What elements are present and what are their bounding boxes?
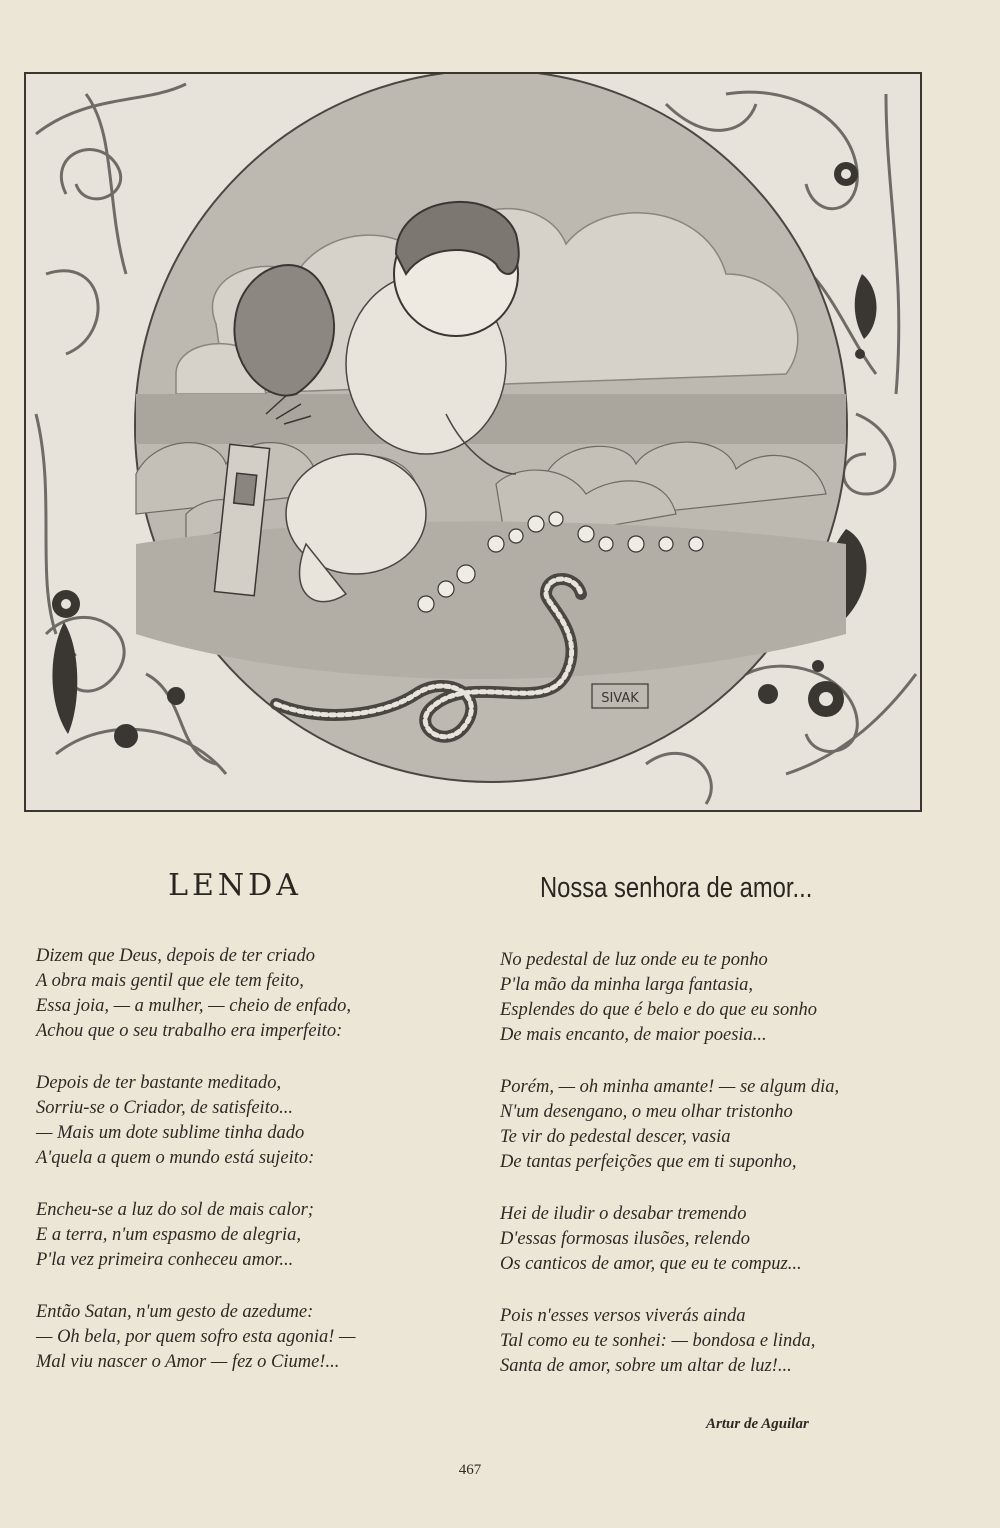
poem-line: Santa de amor, sobre um altar de luz!...: [500, 1356, 792, 1376]
poem-line: Tal como eu te sonhei: — bondosa e linda,: [500, 1331, 816, 1351]
poem-line: Sorriu-se o Criador, de satisfeito...: [36, 1098, 293, 1118]
poem-right-title: Nossa senhora de amor...: [540, 872, 813, 904]
stanza: [36, 1300, 436, 1375]
poem-line: Então Satan, n'um gesto de azedume:: [36, 1302, 314, 1322]
poem-line: Achou que o seu trabalho era imperfeito:: [36, 1021, 343, 1041]
poem-line: Mal viu nascer o Amor — fez o Ciume!...: [36, 1352, 340, 1372]
stanza: [500, 1075, 940, 1175]
poem-line: Os canticos de amor, que eu te compuz...: [500, 1254, 802, 1274]
poem-right-body: [500, 948, 940, 1379]
poem-line: N'um desengano, o meu olhar tristonho: [500, 1102, 793, 1122]
stanza: [500, 1202, 940, 1277]
poem-line: De tantas perfeições que em ti suponho,: [500, 1152, 797, 1172]
poem-line: De mais encanto, de maior poesia...: [500, 1025, 767, 1045]
stanza: [36, 1198, 436, 1273]
poem-line: A'quela a quem o mundo está sujeito:: [36, 1148, 315, 1168]
poem-line: Depois de ter bastante meditado,: [36, 1073, 282, 1093]
poem-line: P'la vez primeira conheceu amor...: [36, 1250, 294, 1270]
poem-line: Te vir do pedestal descer, vasia: [500, 1127, 731, 1147]
stanza: [500, 948, 940, 1048]
poem-left-title: LENDA: [168, 868, 302, 903]
poem-line: Pois n'esses versos viverás ainda: [500, 1306, 746, 1326]
author-signature: Artur de Aguilar: [706, 1416, 809, 1432]
poem-line: — Mais um dote sublime tinha dado: [36, 1123, 305, 1143]
poem-line: Essa joia, — a mulher, — cheio de enfado,: [36, 996, 351, 1016]
poem-line: — Oh bela, por quem sofro esta agonia! —: [36, 1327, 356, 1347]
stanza: [500, 1304, 940, 1379]
poem-line: Encheu-se a luz do sol de mais calor;: [36, 1200, 314, 1220]
page-number: 467: [458, 1462, 482, 1478]
svg-text:SIVAK: SIVAK: [601, 691, 639, 706]
poem-line: D'essas formosas ilusões, relendo: [500, 1229, 750, 1249]
poem-line: Dizem que Deus, depois de ter criado: [36, 946, 315, 966]
stanza: [36, 1071, 436, 1171]
poem-line: Hei de iludir o desabar tremendo: [500, 1204, 747, 1224]
poem-line: No pedestal de luz onde eu te ponho: [500, 950, 768, 970]
poem-line: E a terra, n'um espasmo de alegria,: [36, 1225, 301, 1245]
poem-line: Esplendes do que é belo e do que eu sonho: [500, 1000, 817, 1020]
poem-left-body: [36, 944, 436, 1375]
poem-line: A obra mais gentil que ele tem feito,: [36, 971, 304, 991]
poem-line: P'la mão da minha larga fantasia,: [500, 975, 754, 995]
cupid-illustration: [26, 74, 920, 810]
stanza: [36, 944, 436, 1044]
cupid-head: [394, 202, 519, 336]
illustration-frame: [24, 72, 922, 812]
poem-line: Porém, — oh minha amante! — se algum dia,: [500, 1077, 840, 1097]
